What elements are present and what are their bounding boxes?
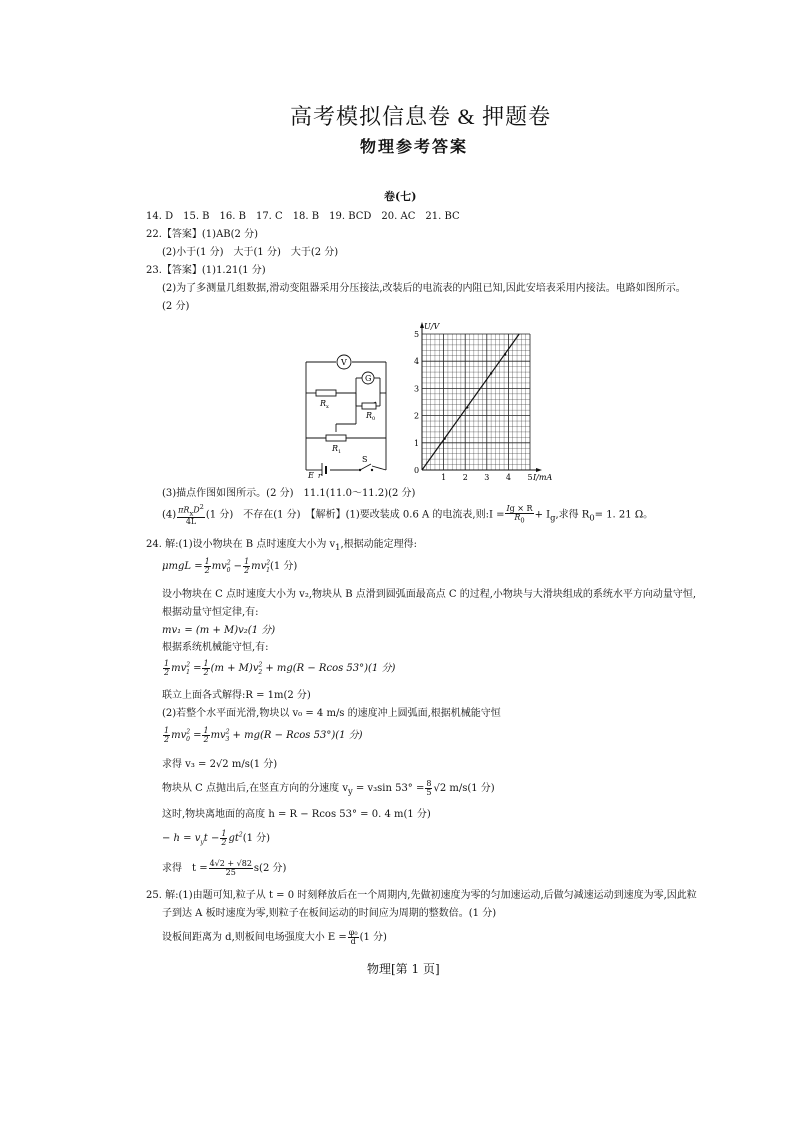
q25-l3-b: (1 分) <box>359 932 387 943</box>
q25-line1: 25. 解:(1)由题可知,粒子从 t = 0 时刻释放后在一个周期内,先做初速度为零的匀加速运动,后做匀减速运动到速度为零,因此粒 <box>146 890 697 901</box>
q25-den: d <box>350 937 356 946</box>
r1-sub: 1 <box>338 449 342 455</box>
x-tick-label: 3 <box>484 473 490 482</box>
l10-b: s(2 分) <box>253 863 287 874</box>
half-1-num: 1 <box>204 557 210 566</box>
half-7-den: 2 <box>221 838 227 847</box>
eq3-d: + mg(R − Rcos 53°)(1 分) <box>265 663 396 674</box>
eq5-sup: 2 <box>238 831 243 839</box>
q24-eq4 <box>162 727 363 744</box>
q24-line3: 根据动量守恒定律,有: <box>162 607 259 618</box>
switch-label: S <box>362 455 368 464</box>
origin-label: 0 <box>414 466 420 475</box>
q24-line8 <box>162 780 495 797</box>
q24-eq2: mv₁ = (m + M)v₂(1 分) <box>162 625 276 636</box>
page-title: 高考模拟信息卷 & 押题卷 <box>290 104 552 129</box>
emf-label: E <box>308 471 314 478</box>
ig-sub: g <box>550 512 556 523</box>
eq3-c: (m + M)v <box>210 663 259 674</box>
half-1 <box>204 558 211 575</box>
q24-eq3 <box>162 660 395 677</box>
q24-line2: 设小物块在 C 点时速度大小为 v₂,物块从 B 点滑到圆弧面最高点 C 的过程,小物块与大滑块组成的系统水平方向动量守恒, <box>162 589 697 600</box>
eq4-c: mv <box>210 730 226 741</box>
eq4-a: mv <box>171 730 187 741</box>
r0-den: R <box>514 513 521 523</box>
half-7-num: 1 <box>221 829 227 838</box>
eq4-sub1: 0 <box>186 736 190 743</box>
eq5-b: t − <box>203 833 220 844</box>
x-tick-label: 4 <box>505 473 511 482</box>
pi-r-sub: x <box>189 509 194 518</box>
half-2-num: 1 <box>244 557 250 566</box>
half-6 <box>202 727 209 744</box>
ig-rest: g × R <box>509 504 533 514</box>
eq3-sub1: 1 <box>186 669 190 676</box>
l8-den: 5 <box>426 788 432 797</box>
half-5 <box>163 727 170 744</box>
ui-graph <box>408 318 558 484</box>
eq1-sub1: 0 <box>226 567 231 574</box>
data-point <box>504 353 506 355</box>
q24-line9: 这时,物块离地面的高度 h = R − Rcos 53° = 0. 4 m(1 分) <box>162 809 431 820</box>
x-tick-label: 1 <box>441 473 447 482</box>
rx-sub: x <box>326 404 329 410</box>
internal-r-label: r <box>318 472 322 478</box>
q24-line4: 根据系统机械能守恒,有: <box>162 642 269 653</box>
eq3-sub2: 2 <box>258 669 263 676</box>
y-tick-label: 5 <box>414 330 420 339</box>
x-axis-label: I/mA <box>533 473 553 482</box>
y-tick-label: 4 <box>414 357 420 367</box>
rx-label: R <box>320 399 327 408</box>
eq1-e: (1 分) <box>269 561 298 572</box>
r0-sub: 0 <box>372 416 376 422</box>
r0-den-sub: 0 <box>520 516 525 525</box>
current-fraction <box>505 505 533 524</box>
field-fraction <box>348 929 359 946</box>
eq1-b: mv <box>211 561 227 572</box>
q25-l3-a: 设板间距离为 d,则板间电场强度大小 E = <box>162 932 347 943</box>
resistivity-fraction <box>177 504 205 526</box>
eq3-b: = <box>193 663 202 674</box>
solve-r0: ,求得 R <box>555 509 590 521</box>
eq5-d: (1 分) <box>242 833 271 844</box>
data-point <box>443 438 445 440</box>
r0-label: R <box>366 411 373 420</box>
r1-label: R <box>332 444 339 453</box>
half-4 <box>202 660 209 677</box>
q22-line1: 22.【答案】(1)AB(2 分) <box>146 229 258 240</box>
q23-part4-prefix: (4) <box>162 509 177 521</box>
q24-l1-sub: 1 <box>335 542 341 552</box>
x-tick-label: 5 <box>527 473 533 482</box>
eq4-sup2: 2 <box>225 728 230 736</box>
q24-eq5 <box>162 830 270 847</box>
four-l-text: 4L <box>185 516 197 526</box>
plus-ig: + I <box>534 509 551 521</box>
eight-fifths <box>425 780 432 797</box>
half-4-num: 1 <box>203 659 209 668</box>
q23-line5 <box>162 504 653 526</box>
eq1-sup2: 2 <box>266 559 271 567</box>
x-tick-label: 2 <box>462 473 468 482</box>
q24-l1-text: 24. 解:(1)设小物块在 B 点时速度大小为 v <box>146 539 336 550</box>
y-axis-label: U/V <box>424 322 440 331</box>
half-2-den: 2 <box>244 566 250 575</box>
l8-b: = v₃sin 53° = <box>352 783 425 794</box>
half-5-den: 2 <box>164 735 170 744</box>
half-4-den: 2 <box>203 668 209 677</box>
q24-l1-end: ,根据动能定理得: <box>340 539 418 550</box>
r0-sub-final: 0 <box>589 512 595 523</box>
d-text: D <box>193 505 200 515</box>
half-5-num: 1 <box>164 726 170 735</box>
x-axis-arrow <box>536 468 542 472</box>
eq1-sub2: 1 <box>266 567 270 574</box>
half-7 <box>220 830 227 847</box>
r0-value: = 1. 21 Ω。 <box>594 509 654 521</box>
y-tick-label: 3 <box>414 384 420 394</box>
eq1-d: mv <box>251 561 267 572</box>
half-3-num: 1 <box>164 659 170 668</box>
half-3 <box>163 660 170 677</box>
answers-14-21: 14. D 15. B 16. B 17. C 18. B 19. BCD 20. AC 21. BC <box>146 211 460 222</box>
q23-analysis: (1 分) 不存在(1 分) 【解析】(1)要改装成 0.6 A 的电流表,则:I = <box>205 509 505 521</box>
y-tick-label: 2 <box>414 411 420 421</box>
circuit-diagram <box>296 348 396 478</box>
time-fraction <box>209 860 253 877</box>
ig-text: I <box>506 504 510 514</box>
q22-line2: (2)小于(1 分) 大于(1 分) 大于(2 分) <box>162 247 339 258</box>
galvanometer-label: G <box>365 374 372 383</box>
voltmeter-label: V <box>341 358 347 367</box>
q25-num: φ₀ <box>348 928 358 937</box>
page-subtitle: 物理参考答案 <box>360 137 469 156</box>
eq5-a: − h = v <box>162 833 201 844</box>
pi-r-text: πR <box>178 505 190 515</box>
eq5-c: gt <box>228 833 239 844</box>
q23-line1: 23.【答案】(1)1.21(1 分) <box>146 265 266 276</box>
q24-line6: (2)若整个水平面光滑,物块以 v₀ = 4 m/s 的速度冲上圆弧面,根据机械能守恒 <box>162 708 501 719</box>
l10-a: 求得 t = <box>162 863 208 874</box>
eq3-sup1: 2 <box>186 661 191 669</box>
q24-line10 <box>162 860 286 877</box>
y-tick-label: 1 <box>414 438 420 448</box>
eq4-b: = <box>193 730 202 741</box>
half-6-num: 1 <box>203 726 209 735</box>
q24-line1 <box>146 539 417 552</box>
q25-line3 <box>162 929 387 946</box>
half-3-den: 2 <box>164 668 170 677</box>
l8-c: √2 m/s(1 分) <box>433 783 495 794</box>
eq3-a: mv <box>171 663 187 674</box>
eq1-sup1: 2 <box>226 559 231 567</box>
q24-line5: 联立上面各式解得:R = 1m(2 分) <box>162 690 311 701</box>
q23-line2: (2)为了多测量几组数据,滑动变阻器采用分压接法,改装后的电流表的内阻已知,因此安培表采用内接法。电路如图所示。 <box>162 283 686 294</box>
section-title: 卷(七) <box>384 190 417 203</box>
half-2 <box>243 558 250 575</box>
l8-sub: y <box>348 786 353 796</box>
q24-line7: 求得 v₃ = 2√2 m/s(1 分) <box>162 759 278 770</box>
eq3-sup2: 2 <box>258 661 263 669</box>
q25-line2: 子到达 A 板时速度为零,则粒子在板间运动的时间应为周期的整数倍。(1 分) <box>162 908 497 919</box>
d-sup: 2 <box>199 503 204 511</box>
eq5-sub: y <box>200 839 204 846</box>
data-point <box>466 406 468 408</box>
l8-num: 8 <box>426 779 432 788</box>
l10-den: 25 <box>225 868 236 877</box>
eq4-sup1: 2 <box>186 728 191 736</box>
eq4-sub2: 3 <box>225 736 230 743</box>
eq1-c: − <box>233 561 243 572</box>
page-footer: 物理[第 1 页] <box>367 962 440 976</box>
q23-line4: (3)描点作图如图所示。(2 分) 11.1(11.0～11.2)(2 分) <box>162 488 416 499</box>
l8-a: 物块从 C 点抛出后,在竖直方向的分速度 v <box>162 783 349 794</box>
data-point <box>490 372 492 374</box>
eq1-a: μmgL = <box>162 561 203 572</box>
half-6-den: 2 <box>203 735 209 744</box>
q24-eq1 <box>162 558 297 575</box>
eq4-d: + mg(R − Rcos 53°)(1 分) <box>232 730 363 741</box>
half-1-den: 2 <box>204 566 210 575</box>
l10-num: 4√2 + √82 <box>209 859 252 868</box>
q23-line3: (2 分) <box>162 301 190 312</box>
